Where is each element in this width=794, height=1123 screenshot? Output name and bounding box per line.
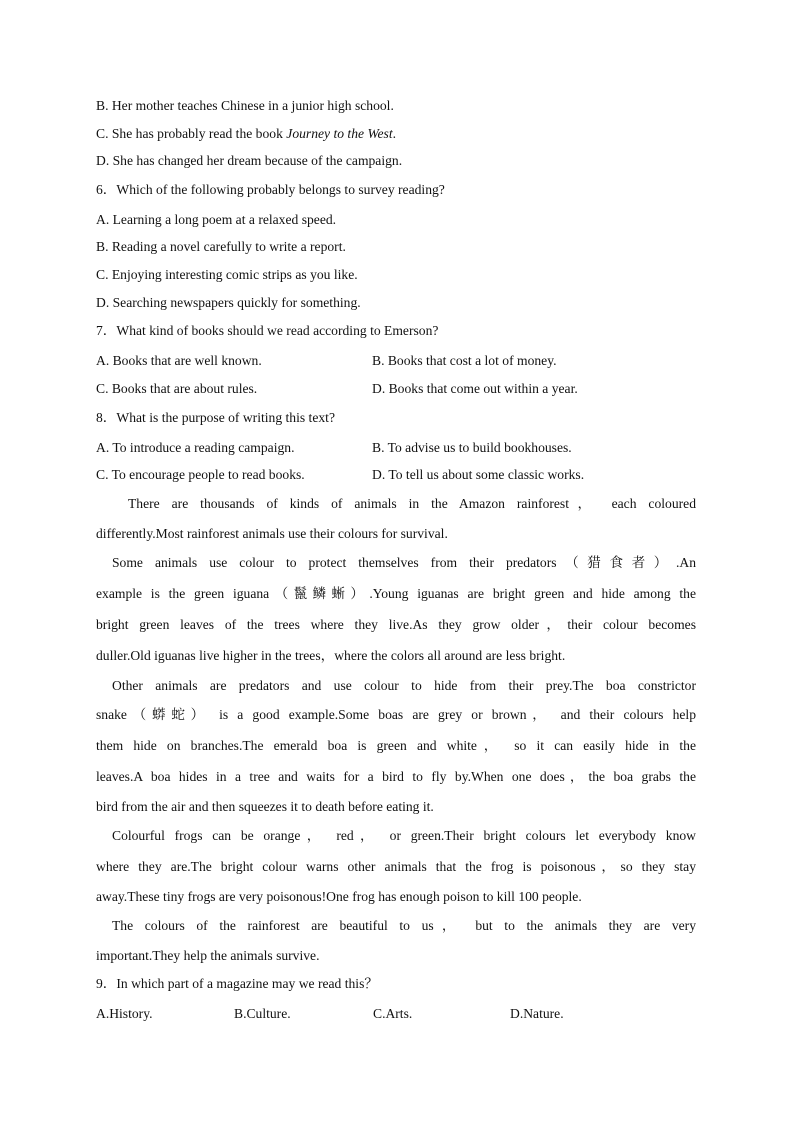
q5-option-c-book-title: Journey to the West — [286, 126, 393, 141]
passage-p4-line1 — [112, 827, 696, 845]
passage-p4-line2 — [96, 858, 696, 876]
q6-option-a: A. Learning a long poem at a relaxed speed. — [96, 212, 337, 227]
justified-text: bright green leaves of the trees where they live.As they grow older，their colour becomes — [96, 617, 696, 632]
q5-option-c — [96, 125, 396, 143]
passage-p2-line2 — [96, 585, 696, 603]
justified-text: where they are.The bright colour warns other animals that the frog is poisonous，so they stay — [96, 859, 696, 874]
q7-question: 7．What kind of books should we read according to Emerson? — [96, 323, 439, 338]
justified-text: The colours of the rainforest are beautiful to us， but to the animals they are very — [112, 918, 696, 933]
q7-option-d: D. Books that come out within a year. — [372, 381, 578, 396]
justified-text: example is the green iguana（鬣鳞蜥）.Young iguanas are bright green and hide among the — [96, 586, 696, 601]
q5-option-b: B. Her mother teaches Chinese in a junior high school. — [96, 98, 394, 113]
passage-p3-line4 — [96, 768, 696, 786]
justified-text: snake（蟒蛇） is a good example.Some boas are grey or brown， and their colours help — [96, 707, 696, 722]
justified-text: Some animals use colour to protect themselves from their predators（猎食者）.An — [112, 555, 696, 570]
q9-option-d: D.Nature. — [510, 1006, 564, 1021]
passage-p3-line3 — [96, 737, 696, 755]
justified-text: Colourful frogs can be orange， red， or green.Their bright colours let everybody know — [112, 828, 696, 843]
passage-p3-line1 — [112, 677, 696, 695]
q5-option-c-suffix: . — [392, 126, 397, 141]
q8-option-a: A. To introduce a reading campaign. — [96, 440, 295, 455]
justified-text: There are thousands of kinds of animals in the Amazon rainforest， each coloured — [128, 496, 696, 511]
passage-p3-line2 — [96, 706, 696, 724]
justified-text: leaves.A boa hides in a tree and waits for a bird to fly by.When one does，the boa grabs the — [96, 769, 696, 784]
passage-p3-line5: bird from the air and then squeezes it to death before eating it. — [96, 799, 434, 814]
q8-question: 8．What is the purpose of writing this text? — [96, 410, 335, 425]
q7-option-c: C. Books that are about rules. — [96, 381, 258, 396]
q6-option-c: C. Enjoying interesting comic strips as you like. — [96, 267, 358, 282]
passage-p5-line2: important.They help the animals survive. — [96, 948, 320, 963]
q6-option-b: B. Reading a novel carefully to write a report. — [96, 239, 346, 254]
q9-option-a: A.History. — [96, 1006, 153, 1021]
passage-p4-line3: away.These tiny frogs are very poisonous!One frog has enough poison to kill 100 people. — [96, 889, 582, 904]
q9-option-c: C.Arts. — [373, 1006, 413, 1021]
q6-question: 6．Which of the following probably belongs to survey reading? — [96, 182, 445, 197]
justified-text: them hide on branches.The emerald boa is green and white， so it can easily hide in the — [96, 738, 696, 753]
justified-text: Other animals are predators and use colour to hide from their prey.The boa constrictor — [112, 678, 696, 693]
q5-option-c-prefix: C. She has probably read the book — [96, 126, 287, 141]
q8-option-c: C. To encourage people to read books. — [96, 467, 305, 482]
q9-question: 9．In which part of a magazine may we read this？ — [96, 976, 378, 991]
q7-option-b: B. Books that cost a lot of money. — [372, 353, 557, 368]
passage-p1-line1 — [128, 495, 696, 513]
q6-option-d: D. Searching newspapers quickly for something. — [96, 295, 361, 310]
q9-option-b: B.Culture. — [234, 1006, 291, 1021]
passage-p5-line1 — [112, 917, 696, 935]
q5-option-d: D. She has changed her dream because of the campaign. — [96, 153, 403, 168]
q8-option-d: D. To tell us about some classic works. — [372, 467, 585, 482]
passage-p2-line3 — [96, 616, 696, 634]
q7-option-a: A. Books that are well known. — [96, 353, 262, 368]
passage-p2-line1 — [112, 554, 696, 572]
passage-p2-line4: duller.Old iguanas live higher in the trees，where the colors all around are less bright. — [96, 648, 566, 663]
passage-p1-line2: differently.Most rainforest animals use their colours for survival. — [96, 526, 448, 541]
q8-option-b: B. To advise us to build bookhouses. — [372, 440, 572, 455]
